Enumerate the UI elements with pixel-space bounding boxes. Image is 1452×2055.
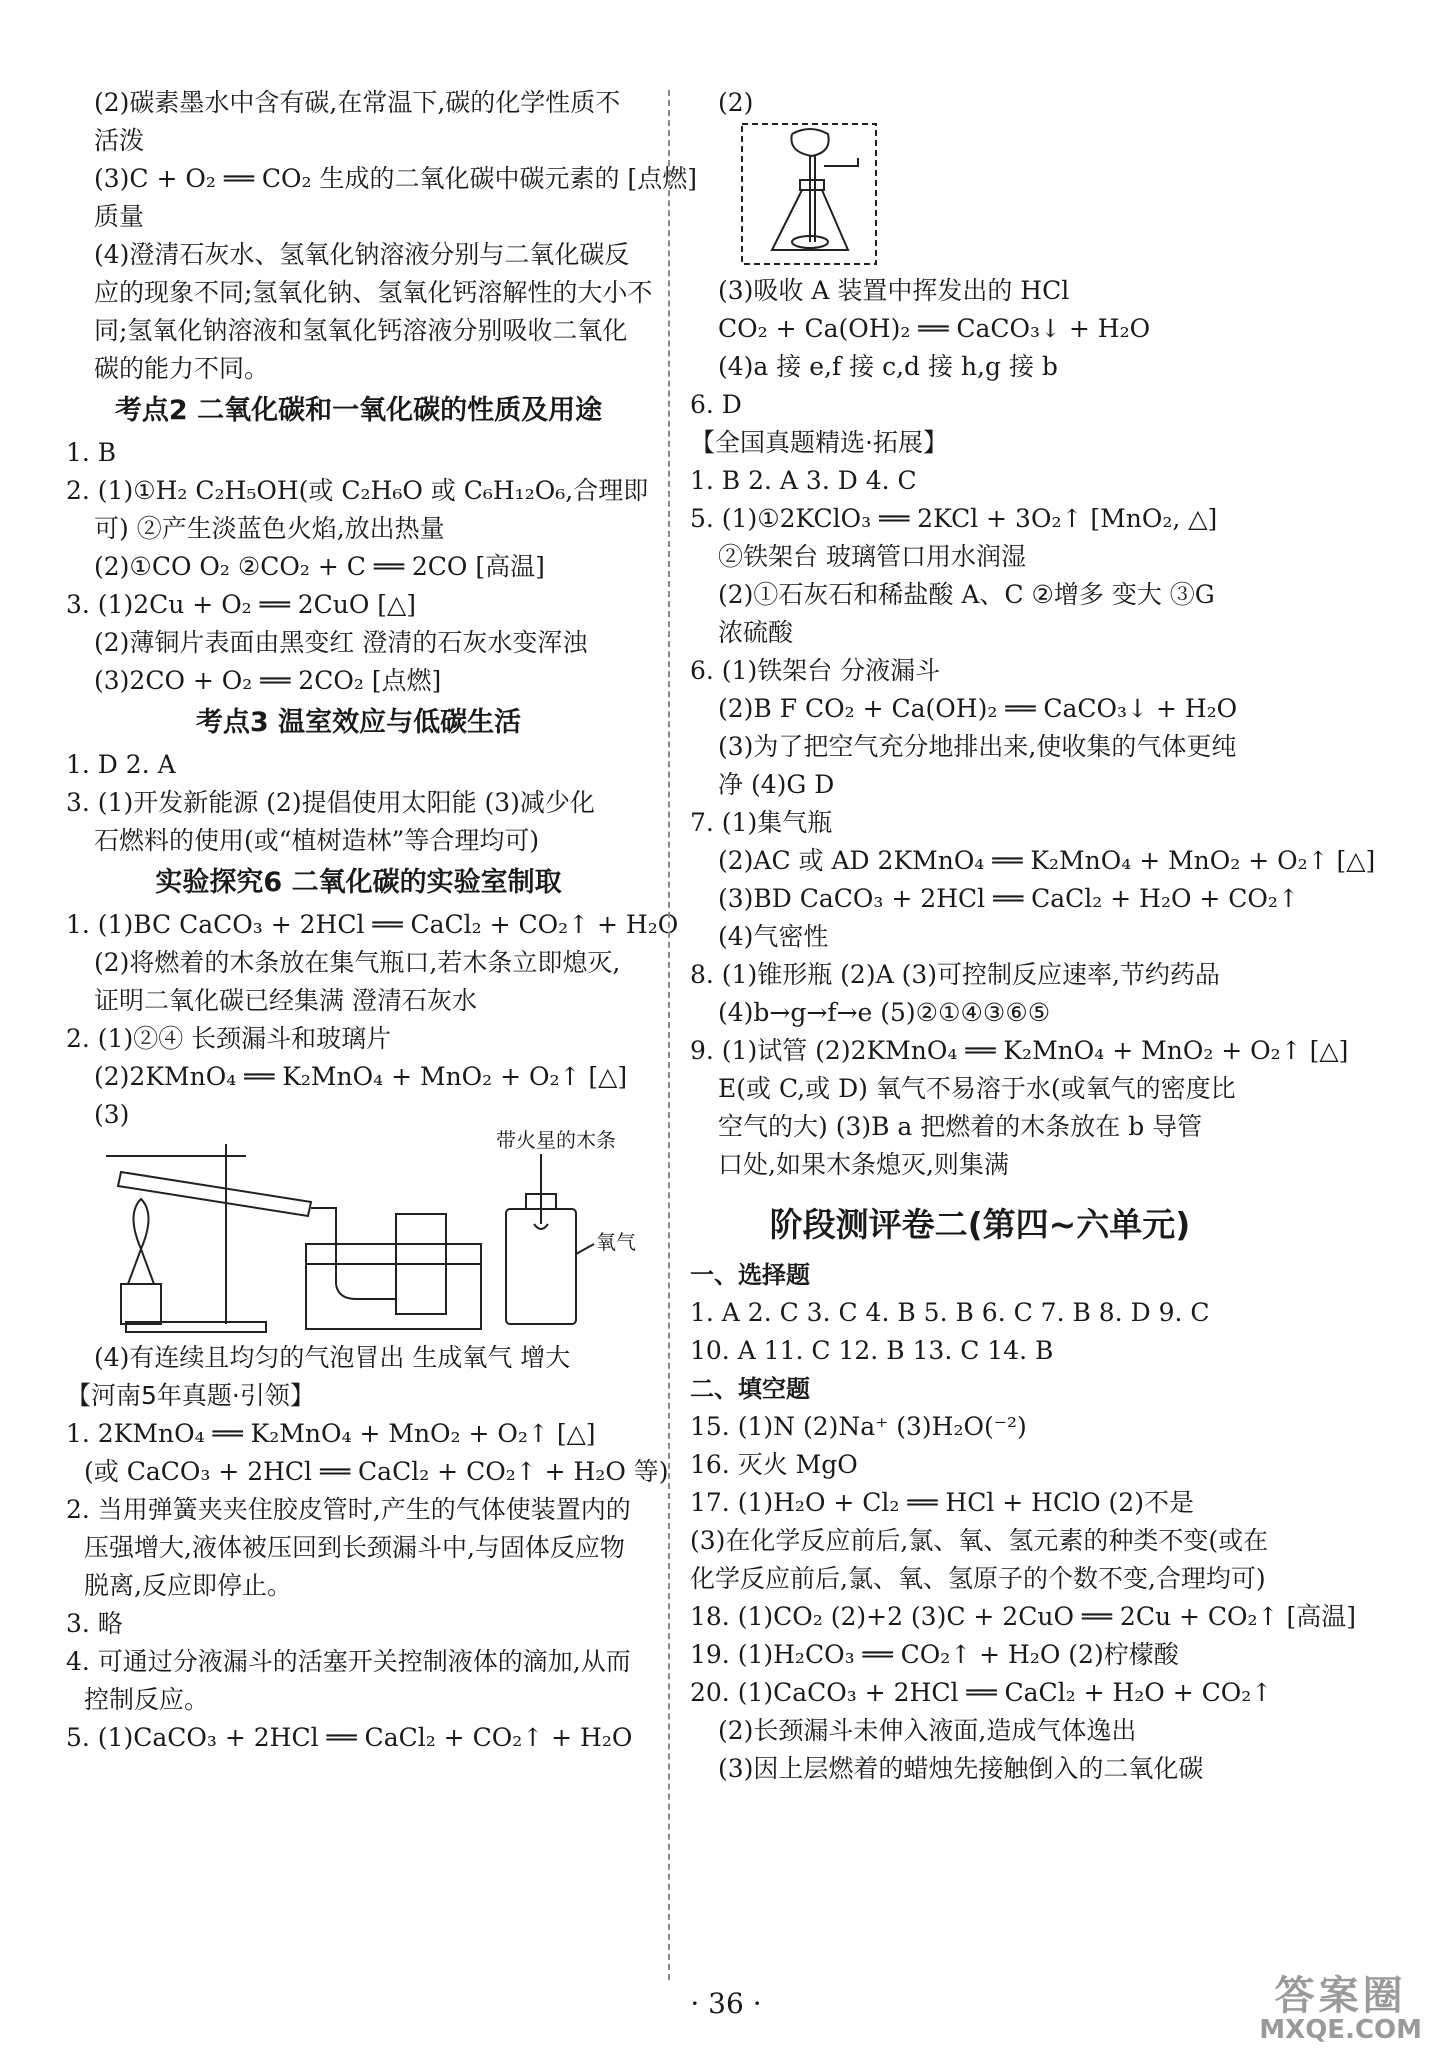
answer-line: (4)澄清石灰水、氢氧化钠溶液分别与二氧化碳反 [94,240,630,269]
answer-line: (2)AC 或 AD 2KMnO₄ ══ K₂MnO₄ + MnO₂ + O₂↑ [△] [718,846,1376,875]
answer-line: 2. (1)①H₂ C₂H₅OH(或 C₂H₆O 或 C₆H₁₂O₆,合理即 [66,476,649,505]
right-column [690,84,1376,1788]
answer-line: 7. (1)集气瓶 [690,808,833,837]
answer-line: 净 (4)G D [718,770,835,799]
answer-line: (2)薄铜片表面由黑变红 澄清的石灰水变浑浊 [94,628,588,657]
answer-line: (2)长颈漏斗未伸入液面,造成气体逸出 [718,1716,1137,1745]
answer-line: 同;氢氧化钠溶液和氢氧化钙溶液分别吸收二氧化 [94,316,628,345]
answer-line: 石燃料的使用(或“植树造林”等合理均可) [94,826,540,855]
answer-line: (2)碳素墨水中含有碳,在常温下,碳的化学性质不 [94,88,621,117]
flask-apparatus-figure [690,122,1270,272]
answer-line: 4. 可通过分液漏斗的活塞开关控制液体的滴加,从而 [66,1647,631,1676]
answer-line: (3)2CO + O₂ ══ 2CO₂ [点燃] [94,666,442,695]
answer-line: ②铁架台 玻璃管口用水润湿 [718,542,1026,571]
answer-line: 1. D 2. A [66,750,176,779]
flask-drawing [740,122,940,272]
answer-line: 20. (1)CaCO₃ + 2HCl ══ CaCl₂ + H₂O + CO₂↑ [690,1678,1273,1707]
watermark-site: MXQE.COM [1259,2015,1422,2045]
source-tag: 【全国真题精选·拓展】 [690,428,948,457]
answer-line: (3) [94,1100,130,1129]
answer-line: 8. (1)锥形瓶 (2)A (3)可控制反应速率,节约药品 [690,960,1220,989]
answer-line: 6. D [690,390,742,419]
answer-line: 质量 [94,202,145,231]
answer-line: 15. (1)N (2)Na⁺ (3)H₂O(⁻²) [690,1412,1027,1441]
answer-line: 压强增大,液体被压回到长颈漏斗中,与固体反应物 [84,1533,625,1562]
answer-line: 控制反应。 [84,1685,210,1714]
answer-line: (3)吸收 A 装置中挥发出的 HCl [718,276,1070,305]
answer-line: (2)将燃着的木条放在集气瓶口,若木条立即熄灭, [94,948,621,977]
answer-line: 碳的能力不同。 [94,354,270,383]
answer-line: (3)因上层燃着的蜡烛先接触倒入的二氧化碳 [718,1754,1204,1783]
answer-line: 16. 灭火 MgO [690,1450,858,1479]
answer-line: (3)在化学反应前后,氯、氧、氢元素的种类不变(或在 [690,1526,1269,1555]
answer-line: 6. (1)铁架台 分液漏斗 [690,656,941,685]
answer-line: 1. (1)BC CaCO₃ + 2HCl ══ CaCl₂ + CO₂↑ + H₂O [66,910,679,939]
answer-line: (3)为了把空气充分地排出来,使收集的气体更纯 [718,732,1237,761]
section-heading: 考点2 二氧化碳和一氧化碳的性质及用途 [114,395,603,426]
answer-line: (2)①石灰石和稀盐酸 A、C ②增多 变大 ③G [718,580,1215,609]
answer-line: 18. (1)CO₂ (2)+2 (3)C + 2CuO ══ 2Cu + CO₂↑ [高温] [690,1602,1356,1631]
answer-line: 1. B [66,438,117,467]
answer-line: 化学反应前后,氯、氧、氢原子的个数不变,合理均可) [690,1564,1266,1593]
answer-line: (4)有连续且均匀的气泡冒出 生成氧气 增大 [94,1343,571,1372]
answer-line: (4)气密性 [718,922,829,951]
answer-line: (4)a 接 e,f 接 c,d 接 h,g 接 b [718,352,1058,381]
answer-line: 1. A 2. C 3. C 4. B 5. B 6. C 7. B 8. D 9. C [690,1298,1210,1327]
answer-line: 可) ②产生淡蓝色火焰,放出热量 [94,514,445,543]
answer-line: CO₂ + Ca(OH)₂ ══ CaCO₃↓ + H₂O [718,314,1151,343]
answer-line: 口处,如果木条熄灭,则集满 [718,1150,1009,1179]
answer-line: (4)b→g→f→e (5)②①④③⑥⑤ [718,998,1051,1027]
answer-line: 17. (1)H₂O + Cl₂ ══ HCl + HClO (2)不是 [690,1488,1194,1517]
answer-line: E(或 C,或 D) 氧气不易溶于水(或氧气的密度比 [718,1074,1236,1103]
section-heading: 实验探究6 二氧化碳的实验室制取 [155,867,562,898]
answer-line: 5. (1)CaCO₃ + 2HCl ══ CaCl₂ + CO₂↑ + H₂O [66,1723,633,1752]
answer-line: 脱离,反应即停止。 [84,1571,292,1600]
section-heading: 考点3 温室效应与低碳生活 [195,707,522,738]
answer-line: (2) [718,88,754,117]
watermark-title: 答案圈 [1274,1973,1407,2019]
watermark [1259,1973,1422,2047]
test-title: 阶段测评卷二(第四~六单元) [769,1205,1191,1244]
question-type-heading: 一、选择题 [690,1261,810,1289]
answer-line: 3. 略 [66,1609,123,1638]
answer-line: 3. (1)2Cu + O₂ ══ 2CuO [△] [66,590,417,619]
answer-line: 应的现象不同;氢氧化钠、氢氧化钙溶解性的大小不 [94,278,653,307]
answer-line: (2)①CO O₂ ②CO₂ + C ══ 2CO [高温] [94,552,545,581]
answer-line: (2)B F CO₂ + Ca(OH)₂ ══ CaCO₃↓ + H₂O [718,694,1238,723]
answer-line: 2. 当用弹簧夹夹住胶皮管时,产生的气体使装置内的 [66,1495,631,1524]
answer-line: 1. B 2. A 3. D 4. C [690,466,917,495]
wood-strip-label: 带火星的木条 [496,1128,616,1152]
page-number: · 36 · [690,1987,762,2020]
answer-line: (或 CaCO₃ + 2HCl ══ CaCl₂ + CO₂↑ + H₂O 等) [84,1457,669,1486]
answer-line: 活泼 [94,126,145,155]
answer-line: (3)C + O₂ ══ CO₂ 生成的二氧化碳中碳元素的 [点燃] [94,164,697,193]
answer-line: 1. 2KMnO₄ ══ K₂MnO₄ + MnO₂ + O₂↑ [△] [66,1419,596,1448]
oxygen-apparatus-figure [66,1128,651,1339]
answer-line: 10. A 11. C 12. B 13. C 14. B [690,1336,1054,1365]
question-type-heading: 二、填空题 [690,1375,810,1403]
answer-line: 证明二氧化碳已经集满 澄清石灰水 [94,986,477,1015]
answer-line: (2)2KMnO₄ ══ K₂MnO₄ + MnO₂ + O₂↑ [△] [94,1062,628,1091]
answer-line: (3)BD CaCO₃ + 2HCl ══ CaCl₂ + H₂O + CO₂↑ [718,884,1299,913]
left-column [66,84,697,1757]
column-divider [668,90,670,1980]
answer-line: 空气的大) (3)B a 把燃着的木条放在 b 导管 [718,1112,1203,1141]
answer-line: 2. (1)②④ 长颈漏斗和玻璃片 [66,1024,392,1053]
oxygen-label: 氧气 [596,1230,636,1254]
answer-line: 浓硫酸 [718,618,794,647]
source-tag: 【河南5年真题·引领】 [66,1381,315,1410]
answer-line: 19. (1)H₂CO₃ ══ CO₂↑ + H₂O (2)柠檬酸 [690,1640,1179,1669]
answer-line: 5. (1)①2KClO₃ ══ 2KCl + 3O₂↑ [MnO₂, △] [690,504,1218,533]
apparatus-drawing [66,1134,651,1339]
answer-line: 9. (1)试管 (2)2KMnO₄ ══ K₂MnO₄ + MnO₂ + O₂↑ [△] [690,1036,1349,1065]
answer-line: 3. (1)开发新能源 (2)提倡使用太阳能 (3)减少化 [66,788,595,817]
